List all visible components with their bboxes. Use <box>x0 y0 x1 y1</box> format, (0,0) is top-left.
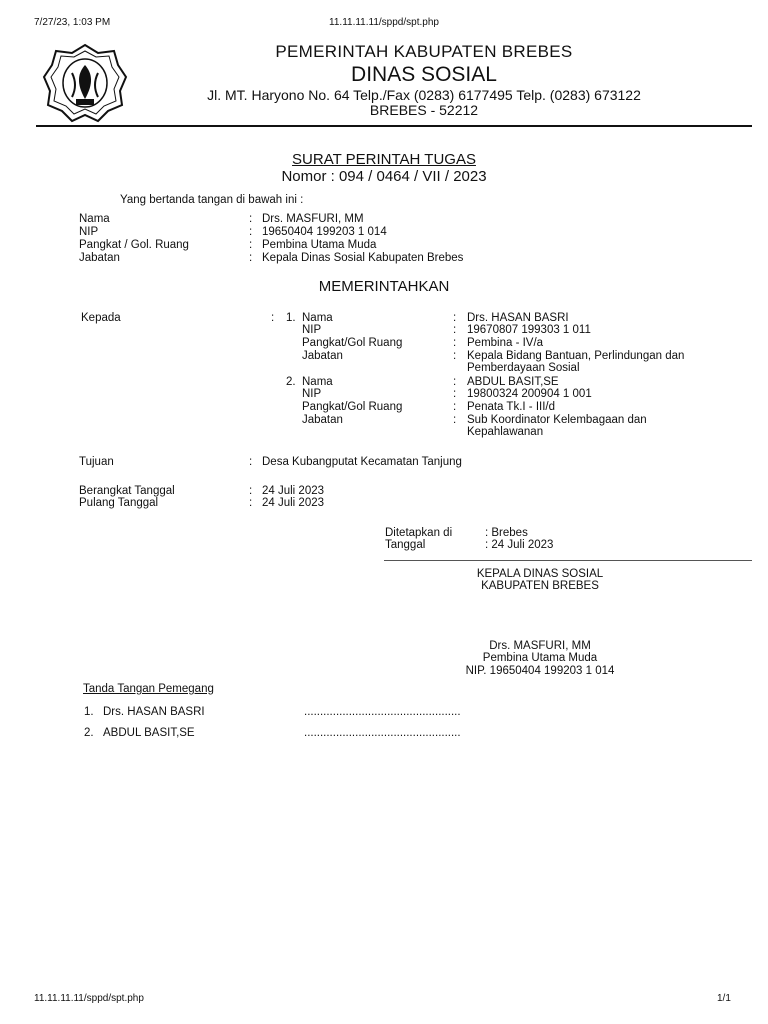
assignee-value: Penata Tk.I - III/d <box>467 401 555 413</box>
colon: : <box>249 497 253 509</box>
berangkat-value: 24 Juli 2023 <box>262 485 325 497</box>
colon: : <box>249 226 253 238</box>
ditetapkan-label: Ditetapkan di <box>385 527 453 539</box>
holder-number: 1. <box>84 706 94 718</box>
colon: : <box>453 388 457 400</box>
holder-signature-title: Tanda Tangan Pemegang <box>83 683 214 695</box>
assignee-label: Jabatan <box>302 350 343 362</box>
colon: : <box>249 252 253 264</box>
tanggal-label: Tanggal <box>385 539 426 551</box>
colon: : <box>453 337 457 349</box>
colon: : <box>249 213 253 225</box>
assignee-value: Kepala Bidang Bantuan, Perlindungan dan <box>467 350 685 362</box>
official-nip: NIP. 19650404 199203 1 014 <box>465 665 615 677</box>
tujuan-label: Tujuan <box>79 456 114 468</box>
kop-pemerintah: PEMERINTAH KABUPATEN BREBES <box>275 42 573 61</box>
assignee-label: Nama <box>302 376 333 388</box>
assignee-number: 1. <box>286 312 296 324</box>
colon: : <box>453 401 457 413</box>
holder-name: Drs. HASAN BASRI <box>103 706 205 718</box>
signature-divider <box>384 560 752 561</box>
document-title: SURAT PERINTAH TUGAS <box>292 151 476 168</box>
colon: : <box>249 485 253 497</box>
assignee-label: Pangkat/Gol Ruang <box>302 337 403 349</box>
assignee-value: 19800324 200904 1 001 <box>467 388 592 400</box>
colon: : <box>453 414 457 426</box>
print-datetime: 7/27/23, 1:03 PM <box>34 17 111 28</box>
assignee-value-cont: Pemberdayaan Sosial <box>467 362 580 374</box>
tujuan-value: Desa Kubangputat Kecamatan Tanjung <box>262 456 462 468</box>
colon: : <box>271 312 275 324</box>
colon: : <box>453 324 457 336</box>
official-rank: Pembina Utama Muda <box>482 652 598 664</box>
colon: : <box>249 456 253 468</box>
pulang-value: 24 Juli 2023 <box>262 497 325 509</box>
memerintahkan-heading: MEMERINTAHKAN <box>318 278 450 295</box>
signer-value: Kepala Dinas Sosial Kabupaten Brebes <box>262 252 464 264</box>
colon: : <box>453 376 457 388</box>
kop-kota: BREBES - 52212 <box>369 102 479 118</box>
signer-label: Pangkat / Gol. Ruang <box>79 239 189 251</box>
holder-signature-dots: ................................................. <box>304 727 461 739</box>
kop-alamat: Jl. MT. Haryono No. 64 Telp./Fax (0283) 6177495 Telp. (0283) 673122 <box>207 87 641 103</box>
holder-name: ABDUL BASIT,SE <box>103 727 195 739</box>
assignee-label: NIP <box>302 324 322 336</box>
tanggal-value: : 24 Juli 2023 <box>485 539 554 551</box>
assignee-number: 2. <box>286 376 296 388</box>
colon: : <box>249 239 253 251</box>
footer-url: 11.11.11.11/sppd/spt.php <box>34 993 144 1004</box>
pulang-label: Pulang Tanggal <box>79 497 159 509</box>
signer-label: NIP <box>79 226 99 238</box>
colon: : <box>453 312 457 324</box>
official-name: Drs. MASFURI, MM <box>489 640 591 652</box>
kop-dinas: DINAS SOSIAL <box>351 63 497 86</box>
assignee-value: ABDUL BASIT,SE <box>467 376 559 388</box>
assignee-value: Drs. HASAN BASRI <box>467 312 569 324</box>
holder-signature-dots: ................................................. <box>304 706 461 718</box>
assignee-value: 19670807 199303 1 011 <box>467 324 591 336</box>
official-position: KEPALA DINAS SOSIAL <box>476 568 604 580</box>
assignee-value: Sub Koordinator Kelembagaan dan <box>467 414 647 426</box>
signer-value: 19650404 199203 1 014 <box>262 226 387 238</box>
assignee-value-cont: Kepahlawanan <box>467 426 544 438</box>
intro-text: Yang bertanda tangan di bawah ini : <box>120 194 304 206</box>
berangkat-label: Berangkat Tanggal <box>79 485 175 497</box>
kepada-label: Kepada <box>81 312 121 324</box>
print-url: 11.11.11.11/sppd/spt.php <box>329 17 439 28</box>
colon: : <box>453 350 457 362</box>
official-position-2: KABUPATEN BREBES <box>481 580 599 592</box>
footer-page-number: 1/1 <box>717 993 731 1004</box>
assignee-label: NIP <box>302 388 322 400</box>
assignee-label: Nama <box>302 312 333 324</box>
holder-number: 2. <box>84 727 94 739</box>
signer-label: Jabatan <box>79 252 120 264</box>
signer-value: Drs. MASFURI, MM <box>262 213 364 225</box>
kop-divider <box>36 125 752 127</box>
assignee-label: Pangkat/Gol Ruang <box>302 401 403 413</box>
document-number: Nomor : 094 / 0464 / VII / 2023 <box>281 168 487 185</box>
ditetapkan-value: : Brebes <box>485 527 528 539</box>
signer-value: Pembina Utama Muda <box>262 239 377 251</box>
signer-label: Nama <box>79 213 110 225</box>
assignee-value: Pembina - IV/a <box>467 337 544 349</box>
assignee-label: Jabatan <box>302 414 343 426</box>
